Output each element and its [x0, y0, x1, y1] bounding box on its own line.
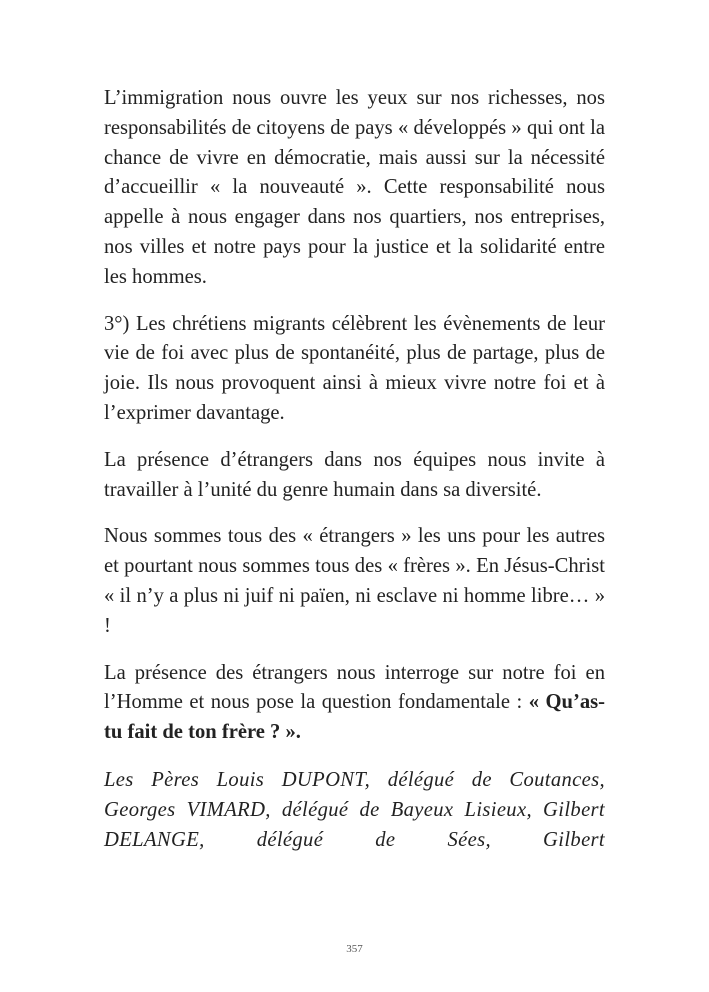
signature-paragraph: Les Pères Louis DUPONT, délégué de Coutances, Georges VIMARD, délégué de Bayeux Lisieux, Gilbert DELANGE, délégué de Sées, Gilbert	[104, 768, 605, 851]
paragraph-all-brothers: Nous sommes tous des « étrangers » les uns pour les autres et pourtant nous sommes tous des « frères ». En Jésus-Christ « il n’y a plus ni juif ni païen, ni esclave ni homme libre… » !	[104, 525, 605, 637]
paragraph-foreigners-in-teams: La présence d’étrangers dans nos équipes nous invite à travailler à l’unité du genre humain dans sa diversité.	[104, 448, 605, 501]
paragraph-fundamental-question	[104, 659, 605, 748]
document-page	[104, 84, 605, 855]
bold-question-text: « Qu’as-tu fait de ton frère ? ».	[104, 691, 605, 744]
page-number: 357	[346, 943, 363, 955]
paragraph-migrant-christians: 3°) Les chrétiens migrants célèbrent les évènements de leur vie de foi avec plus de spontanéité, plus de partage, plus de joie. Ils nous provoquent ainsi à mieux vivre notre foi et à l’exprimer davantage.	[104, 312, 605, 424]
question-intro-text: La présence des étrangers nous interroge sur notre foi en l’Homme et nous pose la question fondamentale :	[104, 661, 605, 714]
paragraph-immigration: L’immigration nous ouvre les yeux sur nos richesses, nos responsabilités de citoyens de pays « développés » qui ont la chance de vivre en démocratie, mais aussi sur la nécessité d’accueillir « la nouveauté ». Cette responsabilité nous appelle à nous engager dans nos quartiers, nos entreprises, nos villes et notre pays pour la justice et la solidarité entre les hommes.	[104, 87, 605, 288]
